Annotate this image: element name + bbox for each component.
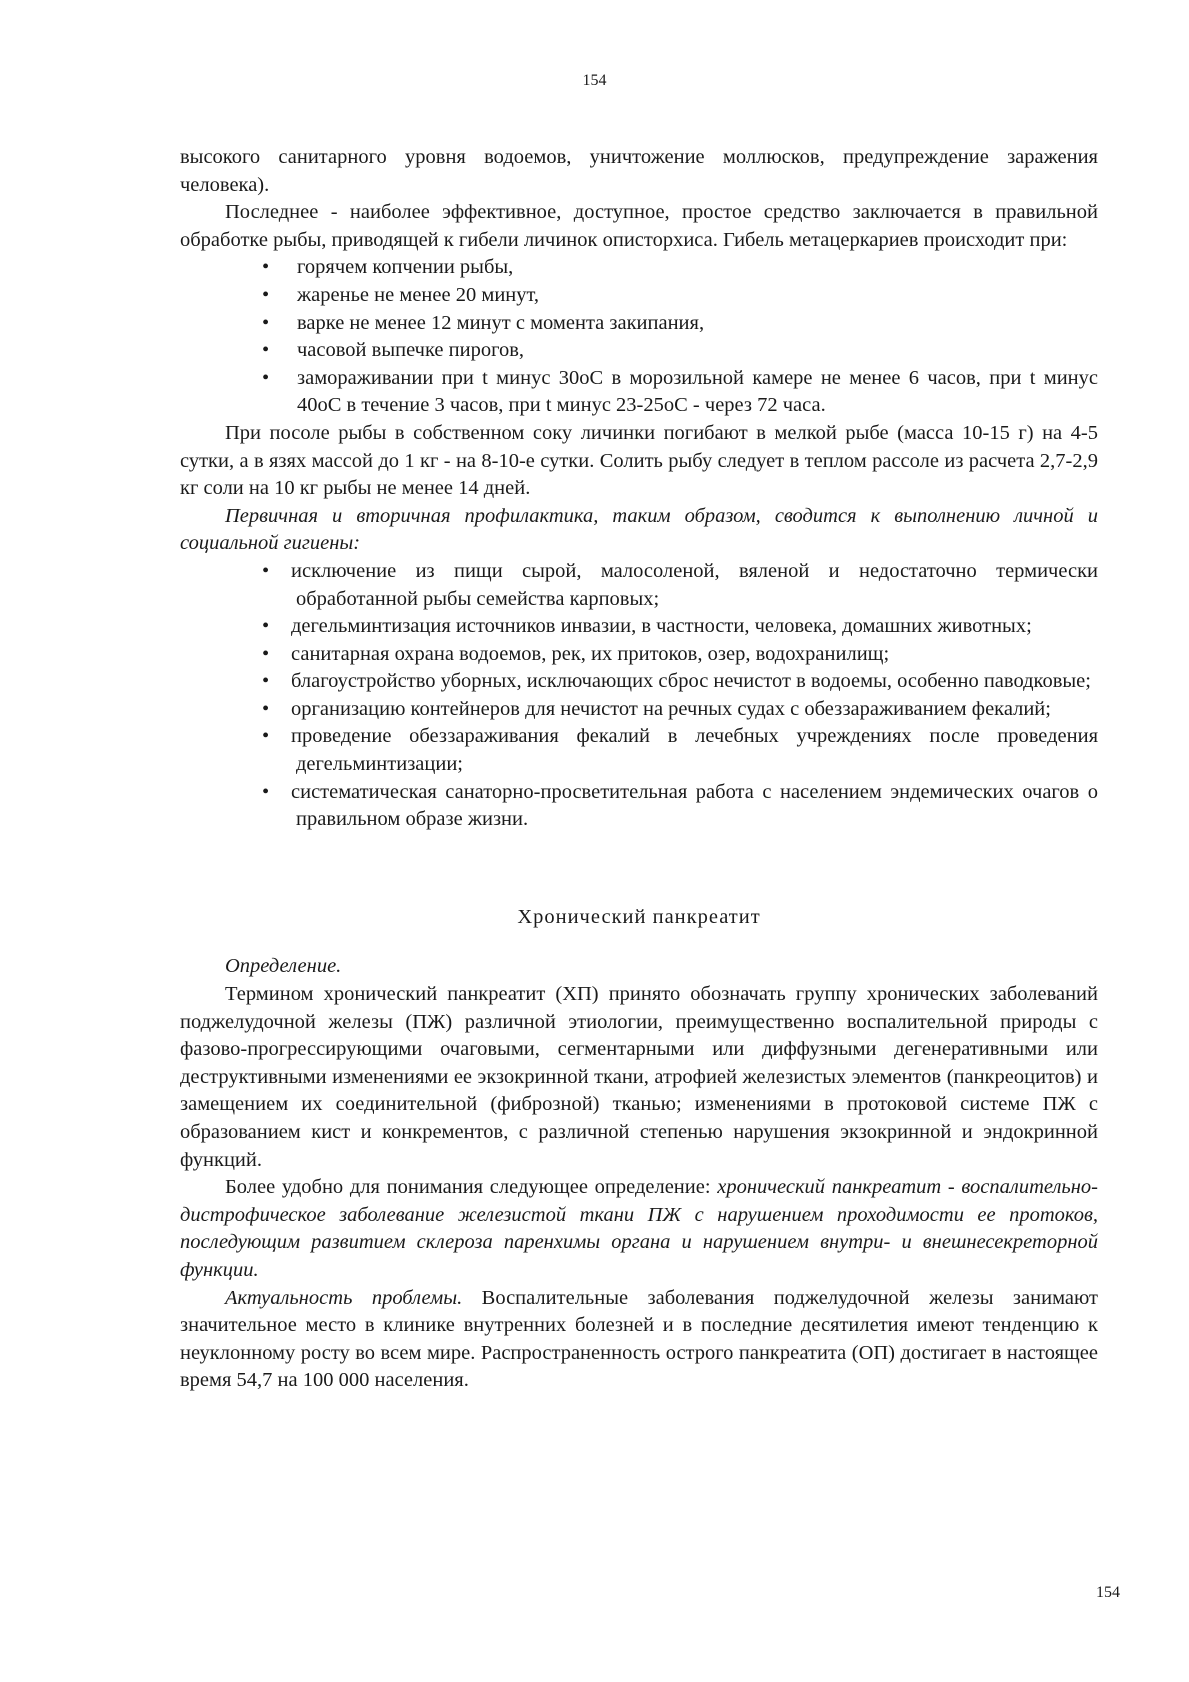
definition-label: Определение. — [225, 955, 342, 978]
list-item: • дегельминтизация источников инвазии, в частности, человека, домашних животных; — [180, 613, 1098, 641]
bullet-icon: • — [262, 642, 270, 665]
list-item: • часовой выпечке пирогов, — [180, 337, 1098, 365]
page-number-top: 154 — [582, 72, 607, 89]
list-item: • исключение из пищи сырой, малосоленой, вяленой и недостаточно термически обработанной рыбы семейства карповых; — [262, 559, 1098, 610]
bullet-icon: • — [262, 366, 270, 389]
list-item: • варке не менее 12 минут с момента закипания, — [180, 310, 1098, 338]
list-item: • жаренье не менее 20 минут, — [180, 282, 1098, 310]
page-number-bottom: 154 — [1096, 1584, 1120, 1601]
list-item: • систематическая санаторно-просветительная работа с населением эндемических очагов о правильном образе жизни. — [262, 780, 1098, 831]
bullet-icon: • — [262, 670, 270, 693]
list-item: • благоустройство уборных, исключающих сброс нечистот в водоемы, особенно паводковые; — [180, 668, 1098, 696]
paragraph: Термином хронический панкреатит (ХП) принято обозначать группу хронических заболеваний поджелудочной железы (ПЖ) различной этиологии, преимущественно воспалительной природы с фазово-прогрессирующими очаговыми, сегментарными или диффузными дегенеративными или деструктивными изменениями ее экзокринной ткани, атрофией железистых элементов (панкреоцитов) и замещением их соединительной (фиброзной) тканью; изменениями в протоковой системе ПЖ с образованием кист и конкрементов, с различной степенью нарушения экзокринной и эндокринной функций. — [180, 983, 1098, 1171]
bullet-icon: • — [262, 697, 270, 720]
paragraph: При посоле рыбы в собственном соку личинки погибают в мелкой рыбе (масса 10-15 г) на 4-5 сутки, а в язях массой до 1 кг - на 8-10-е сутки. Солить рыбу следует в теплом рассоле из расчета 2,7-2,9 кг соли на 10 кг рыбы не менее 14 дней. — [180, 421, 1098, 500]
section-title: Хронический панкреатит — [517, 905, 761, 928]
bullet-icon: • — [262, 559, 270, 582]
list-item: • организацию контейнеров для нечистот на речных судах с обеззараживанием фекалий; — [180, 696, 1098, 724]
bullet-list-prevention — [180, 558, 1098, 834]
bullet-icon: • — [262, 339, 270, 362]
definition-italic: хронический панкреатит - воспалительно-дистрофическое заболевание железистой ткани ПЖ с нарушением проходимости ее протоков, последующим развитием склероза паренхимы органа и нарушением внутри- и внешнесекреторной функции. — [180, 1176, 1098, 1281]
bullet-icon: • — [262, 311, 270, 334]
bullet-icon: • — [262, 256, 270, 279]
list-item: • замораживании при t минус 30оС в морозильной камере не менее 6 часов, при t минус 40оС в течение 3 часов, при t минус 23-25оС - через 72 часа. — [262, 366, 1098, 417]
bullet-icon: • — [262, 780, 270, 803]
bullet-list-heat-treatment — [180, 254, 1098, 420]
bullet-icon: • — [262, 615, 270, 638]
list-item: • санитарная охрана водоемов, рек, их притоков, озер, водохранилищ; — [180, 641, 1098, 669]
paragraph: высокого санитарного уровня водоемов, уничтожение моллюсков, предупреждение заражения человека). — [180, 146, 1098, 196]
relevance-text: Воспалительные заболевания поджелудочной железы занимают значительное место в клинике внутренних болезней и в последние десятилетия имеют тенденцию к неуклонному росту во всем мире. Распространенность острого панкреатита (ОП) достигает в настоящее время 54,7 на 100 000 населения. — [180, 1286, 1099, 1392]
relevance-label: Актуальность проблемы. — [225, 1286, 463, 1309]
list-item: • проведение обеззараживания фекалий в лечебных учреждениях после проведения дегельминтизации; — [262, 725, 1098, 776]
section-spacer — [180, 834, 1098, 904]
list-item: • горячем копчении рыбы, — [180, 254, 1098, 282]
paragraph — [180, 1285, 1098, 1395]
paragraph-italic: Первичная и вторичная профилактика, таким образом, сводится к выполнению личной и социальной гигиены: — [180, 504, 1098, 555]
paragraph — [180, 1174, 1098, 1284]
definition-lead: Более удобно для понимания следующее определение: — [225, 1176, 718, 1199]
bullet-icon: • — [262, 283, 270, 306]
bullet-icon: • — [262, 725, 270, 748]
document-body — [180, 144, 1098, 1395]
paragraph: Последнее - наиболее эффективное, доступное, простое средство заключается в правильной обработке рыбы, приводящей к гибели личинок описторхиса. Гибель метацеркариев происходит при: — [180, 201, 1098, 251]
